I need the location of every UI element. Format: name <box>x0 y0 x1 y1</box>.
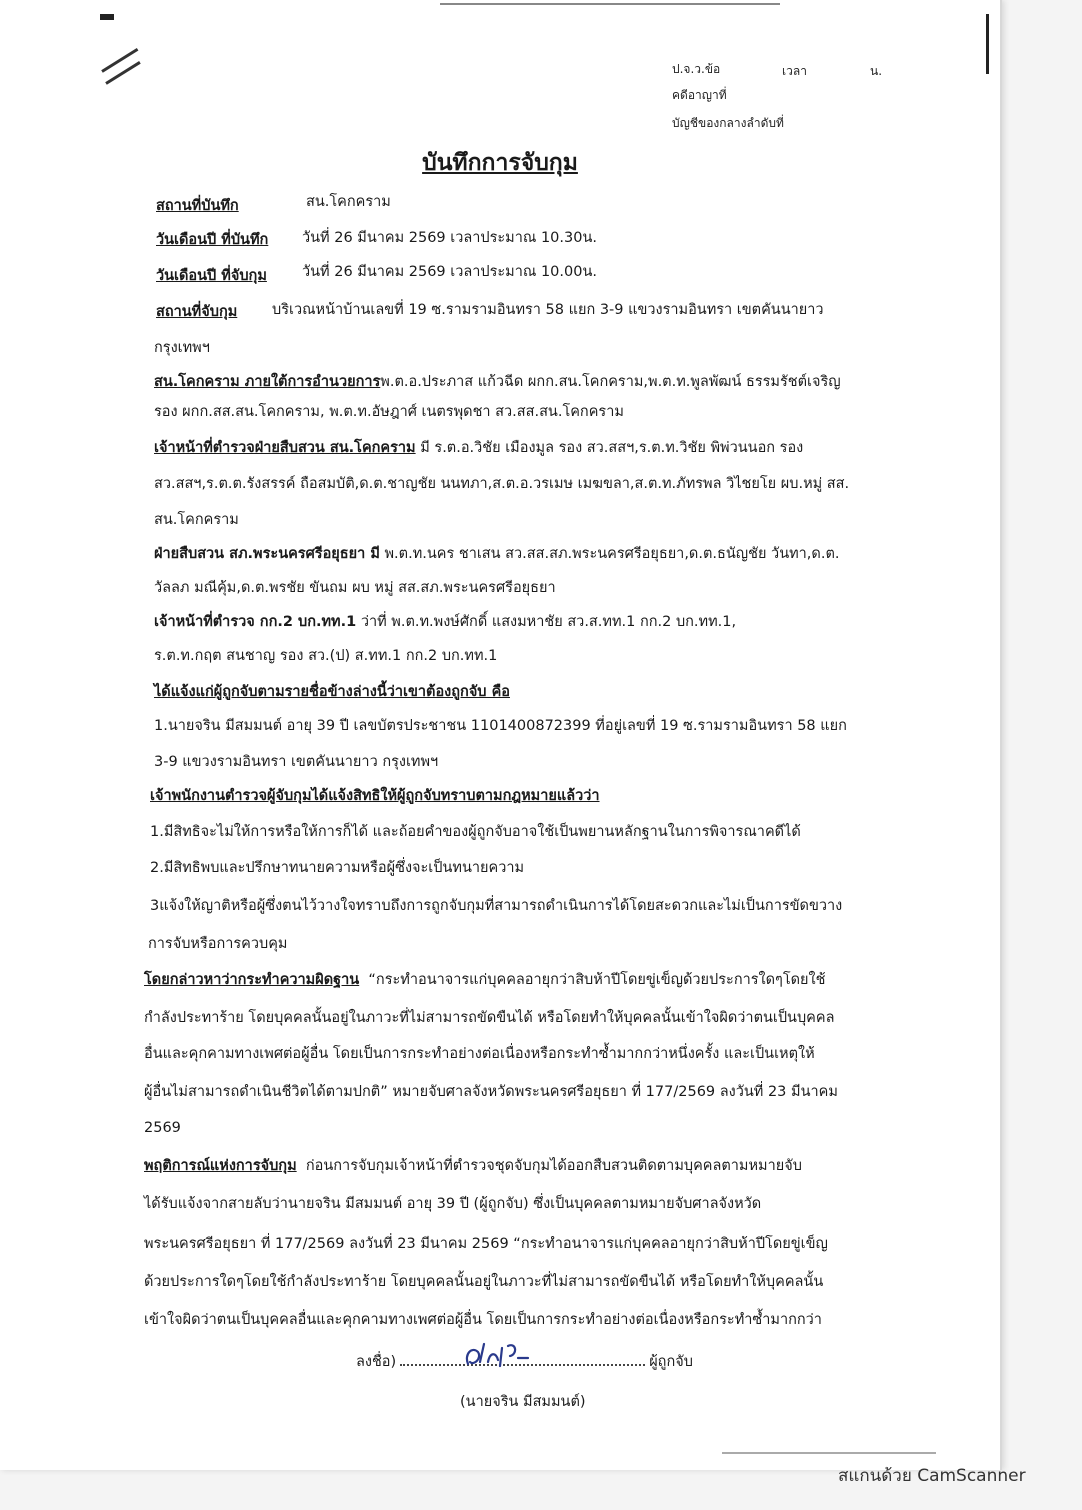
header-field-unit: น. <box>870 64 883 78</box>
signature-role: ผู้ถูกจับ <box>649 1354 693 1370</box>
arrest-place-row <box>156 302 237 322</box>
command-label: สน.โคกคราม ภายใต้การอำนวยการ <box>154 374 381 390</box>
command-row <box>154 372 841 392</box>
investigation-line3: สน.โคกคราม <box>154 512 239 528</box>
arrest-place-label: สถานที่จับกุม <box>156 304 238 320</box>
header-field-evidence: บัญชีของกลางลำดับที่ <box>672 116 784 130</box>
rights-label: เจ้าพนักงานตำรวจผู้จับกุมได้แจ้งสิทธิให้ผู้ถูกจับทราบตามกฎหมายแล้วว่า <box>150 788 600 804</box>
record-date-row <box>156 230 268 250</box>
investigation-row <box>154 438 803 458</box>
circumstances-label: พฤติการณ์แห่งการจับกุม <box>144 1158 297 1174</box>
investigation-line1: มี ร.ต.อ.วิชัย เมืองมูล รอง สว.สสฯ,ร.ต.ท.วิชัย พิพ่วนนอก รอง <box>420 440 804 456</box>
record-place-row <box>156 196 239 216</box>
document-title: บันทึกการจับกุม <box>422 150 578 176</box>
notice-line1: 1.นายจริน มีสมมนต์ อายุ 39 ปี เลขบัตรประชาชน 1101400872399 ที่อยู่เลขที่ 19 ซ.รามรามอินทรา 58 แยก <box>154 718 847 734</box>
record-place-value: สน.โคกคราม <box>306 194 391 210</box>
handwritten-signature <box>462 1338 532 1372</box>
charge-row <box>144 970 825 990</box>
scan-edge-line <box>722 1452 936 1454</box>
corner-mark <box>100 14 114 20</box>
header-field-time: เวลา <box>782 64 807 78</box>
charge-line1: “กระทำอนาจารแก่บุคคลอายุกว่าสิบห้าปีโดยขู่เข็ญด้วยประการใดๆโดยใช้ <box>368 972 826 988</box>
charge-line3: อื่นและคุกคามทางเพศต่อผู้อื่น โดยเป็นการกระทำอย่างต่อเนื่องหรือกระทำซ้ำมากกว่าหนึ่งครั้ง และเป็นเหตุให้ <box>144 1046 815 1062</box>
charge-line2: กำลังประทาร้าย โดยบุคคลนั้นอยู่ในภาวะที่ไม่สามารถขัดขืนได้ หรือโดยทำให้บุคคลนั้นเข้าใจผิดว่าตนเป็นบุคคล <box>144 1010 835 1026</box>
ayutthaya-row <box>154 544 839 564</box>
arrest-date-value: วันที่ 26 มีนาคม 2569 เวลาประมาณ 10.00น. <box>302 264 597 280</box>
signature-label: ลงชื่อ) <box>356 1354 397 1370</box>
ayutthaya-line2: วัลลภ มณีคุ้ม,ด.ต.พรชัย ขันถม ผบ หมู่ สส.สภ.พระนครศรีอยุธยา <box>154 580 556 596</box>
scan-edge-line <box>440 3 780 5</box>
arrest-place-line2: กรุงเทพฯ <box>154 340 210 356</box>
circumstances-row <box>144 1156 802 1176</box>
rights-item2: 2.มีสิทธิพบและปรึกษาทนายความหรือผู้ซึ่งจะเป็นทนายความ <box>150 860 525 876</box>
investigation-label: เจ้าหน้าที่ตำรวจฝ่ายสืบสวน สน.โคกคราม <box>154 440 416 456</box>
arrest-place-line1: บริเวณหน้าบ้านเลขที่ 19 ซ.รามรามอินทรา 58 แยก 3-9 แขวงรามอินทรา เขตคันนายาว <box>272 302 824 318</box>
header-field-pjw: ป.จ.ว.ข้อ <box>672 62 721 76</box>
record-date-value: วันที่ 26 มีนาคม 2569 เวลาประมาณ 10.30น. <box>302 230 597 246</box>
circumstances-line2: ได้รับแจ้งจากสายลับว่านายจริน มีสมมนต์ อายุ 39 ปี (ผู้ถูกจับ) ซึ่งเป็นบุคคลตามหมายจับศาลจังหวัด <box>144 1196 762 1212</box>
command-line2: รอง ผกก.สส.สน.โคกคราม, พ.ต.ท.อัษฎาศ์ เนตรพุดชา สว.สส.สน.โคกคราม <box>154 404 624 420</box>
header-field-case: คดีอาญาที่ <box>672 88 727 102</box>
notice-line2: 3-9 แขวงรามอินทรา เขตคันนายาว กรุงเทพฯ <box>154 754 439 770</box>
rights-item1: 1.มีสิทธิจะไม่ให้การหรือให้การก็ได้ และถ้อยคำของผู้ถูกจับอาจใช้เป็นพยานหลักฐานในการพิจารณาคดีได้ <box>150 824 801 840</box>
kk2-line2: ร.ต.ท.กฤต สนชาญ รอง สว.(ป) ส.ทท.1 กก.2 บก.ทท.1 <box>154 648 498 664</box>
scan-edge-line <box>986 14 989 74</box>
notice-row <box>154 682 510 702</box>
record-place-label: สถานที่บันทึก <box>156 198 239 214</box>
ayutthaya-label: ฝ่ายสืบสวน สภ.พระนครศรีอยุธยา มี <box>154 546 380 562</box>
circumstances-line3: พระนครศรีอยุธยา ที่ 177/2569 ลงวันที่ 23 มีนาคม 2569 “กระทำอนาจารแก่บุคคลอายุกว่าสิบห้าปีโดยขู่เข็ญ <box>144 1236 828 1252</box>
circumstances-line5: เข้าใจผิดว่าตนเป็นบุคคลอื่นและคุกคามทางเพศต่อผู้อื่น โดยเป็นการกระทำอย่างต่อเนื่องหรือกระทำซ้ำมากกว่า <box>144 1312 822 1328</box>
charge-line4: ผู้อื่นไม่สามารถดำเนินชีวิตได้ตามปกติ” หมายจับศาลจังหวัดพระนครศรีอยุธยา ที่ 177/2569 ลงวันที่ 23 มีนาคม <box>144 1084 838 1100</box>
rights-row <box>150 786 600 806</box>
arrest-date-label: วันเดือนปี ที่จับกุม <box>156 268 267 284</box>
record-date-label: วันเดือนปี ที่บันทึก <box>156 232 269 248</box>
command-line1: พ.ต.อ.ประภาส แก้วฉีด ผกก.สน.โคกคราม,พ.ต.ท.พูลพัฒน์ ธรรมรัชต์เจริญ <box>380 374 841 390</box>
circumstances-line4: ด้วยประการใดๆโดยใช้กำลังประทาร้าย โดยบุคคลนั้นอยู่ในภาวะที่ไม่สามารถขัดขืนได้ หรือโดยทำให้บุคคลนั้น <box>144 1274 824 1290</box>
circumstances-line1: ก่อนการจับกุมเจ้าหน้าที่ตำรวจชุดจับกุมได้ออกสืบสวนติดตามบุคคลตามหมายจับ <box>305 1158 802 1174</box>
camscanner-watermark: สแกนด้วย CamScanner <box>838 1466 1026 1486</box>
investigation-line2: สว.สสฯ,ร.ต.ต.รังสรรค์ ถือสมบัติ,ด.ต.ชาญชัย นนทภา,ส.ต.อ.วรเมษ เมฆขลา,ส.ต.ท.ภัทรพล วิไชยโย ผบ.หมู่ สส. <box>154 476 850 492</box>
rights-item3a: 3แจ้งให้ญาติหรือผู้ซึ่งตนไว้วางใจทราบถึงการถูกจับกุมที่สามารถดำเนินการได้โดยสะดวกและไม่เป็นการขัดขวาง <box>150 898 843 914</box>
charge-line5: 2569 <box>144 1120 181 1136</box>
pen-stroke <box>101 48 138 73</box>
kk2-line1: ว่าที่ พ.ต.ท.พงษ์ศักดิ์ แสงมหาชัย สว.ส.ทท.1 กก.2 บก.ทท.1, <box>360 614 737 630</box>
arrestee-name: (นายจริน มีสมมนต์) <box>460 1394 586 1410</box>
kk2-row <box>154 612 736 632</box>
ayutthaya-line1: พ.ต.ท.นคร ชาเสน สว.สส.สภ.พระนครศรีอยุธยา,ด.ต.ธนัญชัย วันทา,ด.ต. <box>384 546 840 562</box>
arrest-date-row <box>156 266 267 286</box>
rights-item3b: การจับหรือการควบคุม <box>148 936 288 952</box>
charge-label: โดยกล่าวหาว่ากระทำความผิดฐาน <box>144 972 360 988</box>
kk2-label: เจ้าหน้าที่ตำรวจ กก.2 บก.ทท.1 <box>154 614 357 630</box>
notice-label: ได้แจ้งแก่ผู้ถูกจับตามรายชื่อข้างล่างนี้ว่าเขาต้องถูกจับ คือ <box>154 684 510 700</box>
